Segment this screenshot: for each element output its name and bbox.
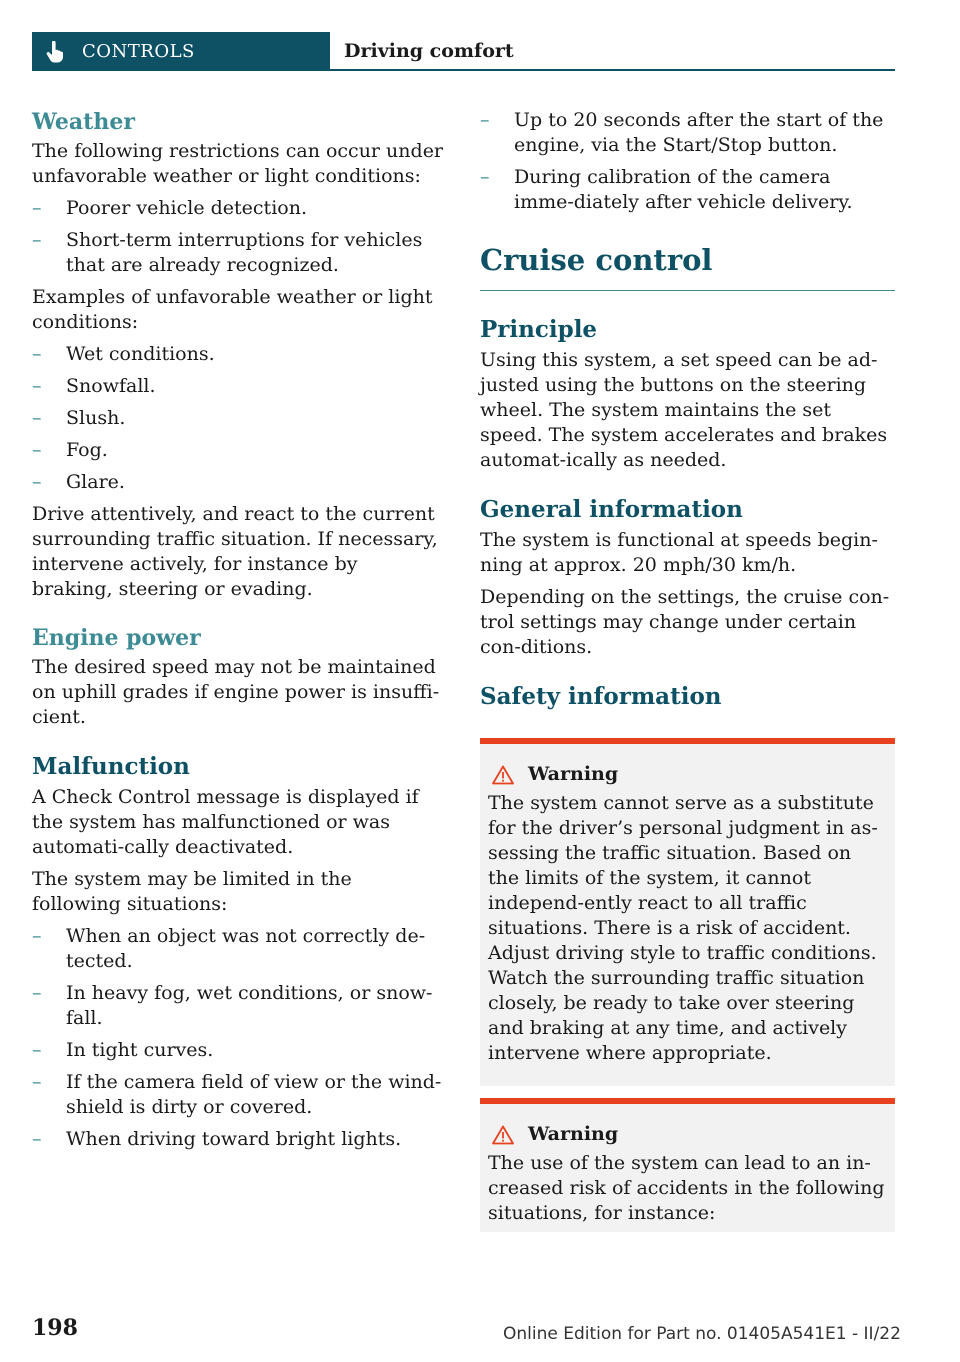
list-item: – Wet conditions. — [32, 343, 215, 365]
weather-examples-intro: Examples of unfavorable weather or light conditions: — [32, 286, 433, 333]
warning-triangle-icon — [492, 1125, 514, 1145]
dash-marker: – — [32, 197, 42, 219]
cruise-control-heading: Cruise control — [480, 243, 713, 277]
dash-marker: – — [32, 343, 42, 365]
warning-box — [480, 738, 895, 1086]
dash-marker: – — [32, 925, 42, 947]
list-item: – When driving toward bright lights. — [32, 1128, 402, 1150]
edition-footer: Online Edition for Part no. 01405A541E1 - II/22 — [503, 1324, 901, 1344]
limitations-continued-list — [480, 108, 895, 215]
malfunction-text: A Check Control message is displayed if the system has malfunctioned or was automati‐cally deactivated. — [32, 786, 419, 858]
malfunction-heading: Malfunction — [32, 753, 190, 780]
principle-text: Using this system, a set speed can be ad‐justed using the buttons on the steering wheel. The system maintains the set speed. The system accelerates and brakes automat‐ically as needed. — [480, 349, 888, 471]
list-item: – Slush. — [32, 407, 126, 429]
dash-marker: – — [32, 407, 42, 429]
section-tab — [32, 32, 330, 71]
malfunction-situations-list — [32, 924, 444, 1152]
weather-examples-list — [32, 342, 444, 495]
list-item: – Fog. — [32, 439, 108, 461]
dash-marker: – — [32, 1128, 42, 1150]
page-header — [32, 32, 895, 71]
dash-marker: – — [32, 471, 42, 493]
dash-marker: – — [32, 1071, 42, 1093]
list-item: – Poorer vehicle detection. — [32, 197, 307, 219]
dash-marker: – — [480, 109, 490, 131]
warning-header — [488, 762, 887, 787]
pointing-hand-icon — [45, 41, 65, 63]
weather-restrictions-list — [32, 196, 444, 278]
warning-title: Warning — [528, 763, 619, 785]
warning-header — [488, 1122, 887, 1147]
left-column — [32, 108, 444, 1159]
list-item: – Short-term interruptions for vehicles that are already recognized. — [32, 229, 423, 276]
principle-heading: Principle — [480, 316, 598, 343]
list-item: – Snowfall. — [32, 375, 156, 397]
list-item: – If the camera field of view or the wind‐shield is dirty or covered. — [32, 1071, 442, 1118]
dash-marker: – — [32, 1039, 42, 1061]
page-number: 198 — [32, 1315, 78, 1341]
dash-marker: – — [480, 166, 490, 188]
dash-marker: – — [32, 439, 42, 461]
heading-rule — [480, 290, 895, 291]
list-item: – Up to 20 seconds after the start of the engine, via the Start/Stop button. — [480, 109, 884, 156]
general-information-text-2: Depending on the settings, the cruise con‐trol settings may change under certain con‐ditions. — [480, 586, 890, 658]
list-item: – In heavy fog, wet conditions, or snow‐fall. — [32, 982, 433, 1029]
page-title: Driving comfort — [344, 40, 514, 62]
safety-information-heading: Safety information — [480, 683, 722, 710]
weather-intro: The following restrictions can occur under unfavorable weather or light conditions: — [32, 140, 444, 187]
list-item: – In tight curves. — [32, 1039, 214, 1061]
list-item: – Glare. — [32, 471, 125, 493]
warning-text: The use of the system can lead to an in‐creased risk of accidents in the following situations, for instance: — [488, 1152, 885, 1224]
warning-text: The system cannot serve as a substitute for the driver’s personal judgment in as‐sessing the traffic situation. Based on the limits of the system, it cannot independ‐ently react to all traffic situations. There is a risk of accident. Adjust driving style to traffic conditions. Watch the surrounding traffic situation closely, be ready to take over steering and braking at any time, and actively intervene where appropriate. — [488, 792, 878, 1064]
list-item: – During calibration of the camera imme‐diately after vehicle delivery. — [480, 166, 853, 213]
weather-advice: Drive attentively, and react to the current surrounding traffic situation. If necessary, intervene actively, for instance by braking, steering or evading. — [32, 503, 438, 600]
dash-marker: – — [32, 375, 42, 397]
right-column — [480, 108, 895, 1232]
general-information-text: The system is functional at speeds begin‐ning at approx. 20 mph/30 km/h. — [480, 529, 878, 576]
section-label: CONTROLS — [82, 41, 195, 62]
dash-marker: – — [32, 982, 42, 1004]
engine-power-text: The desired speed may not be maintained on uphill grades if engine power is insuffi‐cient. — [32, 656, 440, 728]
general-information-heading: General information — [480, 496, 743, 523]
warning-triangle-icon — [492, 765, 514, 785]
list-item: – When an object was not correctly de‐tected. — [32, 925, 426, 972]
warning-title: Warning — [528, 1123, 619, 1145]
warning-box — [480, 1098, 895, 1232]
header-rule — [330, 69, 895, 71]
malfunction-situations-intro: The system may be limited in the following situations: — [32, 868, 352, 915]
dash-marker: – — [32, 229, 42, 251]
engine-power-heading: Engine power — [32, 625, 201, 651]
weather-heading: Weather — [32, 109, 135, 135]
